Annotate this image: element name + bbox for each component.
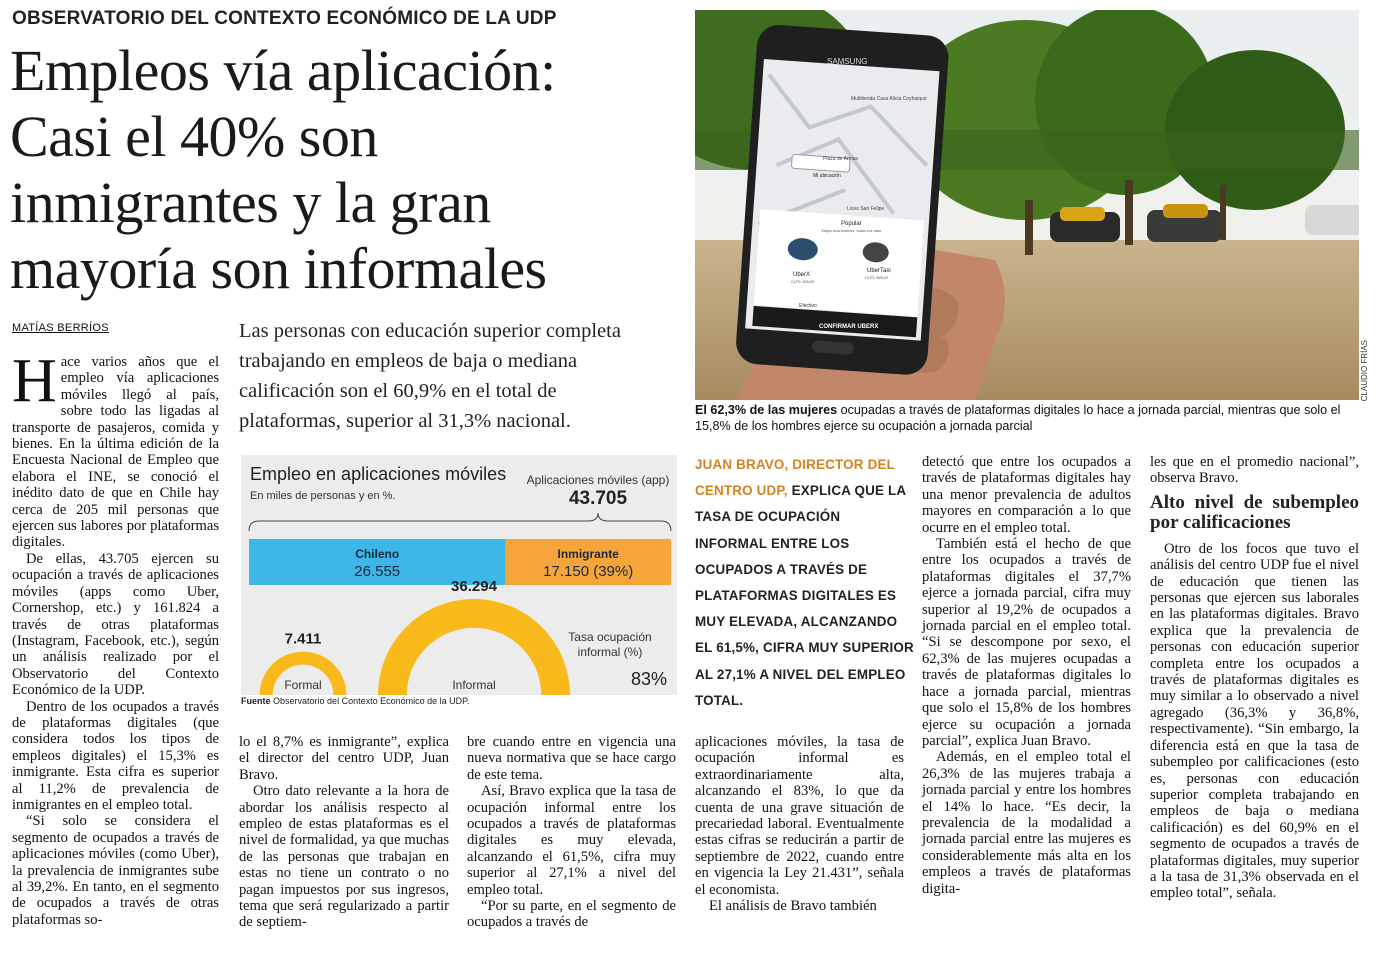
gauge-category-label: Formal bbox=[284, 678, 322, 692]
app-option-price: CLP1.365,00 bbox=[791, 279, 815, 284]
rate-label-line: informal (%) bbox=[577, 645, 643, 659]
lead-paragraph: Las personas con educación superior completa trabajando en empleos de baja o mediana calificación son el 60,9% en el total de plataformas, superior al 31,3% nacional. bbox=[239, 320, 621, 432]
chart-svg bbox=[241, 455, 677, 695]
article-column-3 bbox=[467, 734, 676, 931]
semi-gauges bbox=[260, 578, 570, 695]
article-column-5 bbox=[922, 454, 1131, 897]
photo-credit: CLAUDIO FRÍAS bbox=[1360, 340, 1369, 402]
map-label: Plaza de Armas bbox=[823, 156, 859, 162]
headline-line: mayoría son informales bbox=[10, 236, 547, 301]
paragraph: El análisis de Bravo también bbox=[709, 898, 877, 915]
gauge-value-label: 7.411 bbox=[284, 630, 322, 648]
article-column-4 bbox=[695, 734, 904, 914]
caption-text: ocupadas a través de plataformas digitales lo hace a jornada parcial, mientras que solo el 15,8% de los hombres ejerce su ocupación a jornada parcial bbox=[695, 403, 1341, 433]
chart-brace bbox=[249, 513, 671, 531]
paragraph: Otro dato relevante a la hora de abordar los análisis respecto al empleo de estas plataformas es el nivel de formalidad, ya que muchas de las personas que trabajan en estas no tiene un contrato o no pagan impuestos por sus ingresos, tema que será regularizado a partir de septiem- bbox=[239, 783, 449, 931]
pull-quote bbox=[695, 452, 915, 714]
chart-subtitle: En miles de personas y en %. bbox=[250, 490, 396, 502]
pull-quote-highlight: JUAN BRAVO, DIRECTOR DEL CENTRO UDP, bbox=[695, 457, 895, 499]
paragraph: Dentro de los ocupados a través de plataformas digitales (que considera todos los tipos de empleos digitales) el 15,3% es inmigrante. Esta cifra es superior al 11,2% de prevalencia de inmigrantes en el empleo total. bbox=[12, 698, 219, 813]
bar-value-label: 26.555 bbox=[354, 563, 401, 580]
gauge-value-label: 36.294 bbox=[451, 578, 497, 595]
article-column-2 bbox=[239, 734, 449, 931]
paragraph: aplicaciones móviles, la tasa de ocupación informal es extraordinariamente alta, alcanzando el 83%, lo que da cuenta de una grave situación de precariedad laboral. Eventualmente estas cifras se reducirán a partir de septiembre de 2022, cuando entre en vigencia la Ley 21.431”, señala el economista. bbox=[695, 734, 904, 898]
app-popular-sub: Viajes económicos, todos los días bbox=[821, 228, 882, 233]
app-option-name: UberX bbox=[793, 272, 811, 278]
chart-title: Empleo en aplicaciones móviles bbox=[250, 464, 507, 484]
rate-value: 83% bbox=[630, 669, 667, 689]
source-label: Fuente bbox=[241, 696, 271, 706]
paragraph: De ellas, 43.705 ejercen su ocupación a través de aplicaciones móviles (apps como Uber, Cornershop, etc.) y 161.824 a través de otras plataformas (Instagram, Facebook, etc.), según un análisis realizado por el Observatorio del Contexto Económico de la UDP. bbox=[12, 550, 219, 699]
bar-category-label: Inmigrante bbox=[557, 547, 619, 561]
bar-value-label: 17.150 (39%) bbox=[543, 563, 634, 580]
photo-illustration bbox=[695, 10, 1359, 400]
rate-label-line: Tasa ocupación bbox=[568, 630, 652, 644]
paragraph: También está el hecho de que entre los ocupados a través de plataformas digitales el 37,7% ejerce a jornada parcial, cifra muy superior al 19,2% de ocupados a jornada parcial en el empleo total. “Si se descompone por sexo, el 62,3% de las mujeres ocupadas a través de plataformas digitales lo hace a jornada parcial, mientras que solo el 15,8% de los hombres ejerce su ocupación a jornada parcial”, explica Juan Bravo. bbox=[922, 536, 1131, 749]
app-confirm-button: CONFIRMAR UBERX bbox=[819, 324, 879, 330]
article-column-1 bbox=[12, 347, 219, 928]
paragraph: Además, en el empleo total el 26,3% de las mujeres trabaja a jornada parcial y entre los hombres el 14% lo hace. “Es decir, la prevalencia de la modalidad a jornada parcial entre las mujeres es considerablemente más alta en los empleos a través de plataformas digita- bbox=[922, 749, 1131, 897]
phone-brand: SAMSUNG bbox=[827, 57, 868, 66]
headline-line: Casi el 40% son bbox=[10, 104, 378, 169]
paragraph: “Por su parte, en el segmento de ocupados a través de bbox=[467, 898, 676, 931]
chart-total-value: 43.705 bbox=[568, 488, 628, 509]
chart-source bbox=[241, 696, 469, 706]
bar-category-label: Chileno bbox=[355, 547, 400, 561]
headline bbox=[10, 38, 650, 302]
headline-line: Empleos vía aplicación: bbox=[10, 38, 556, 103]
headline-line: inmigrantes y la gran bbox=[10, 170, 491, 235]
map-label: Liceo San Felipe bbox=[847, 206, 885, 212]
subheading: Alto nivel de subempleo por calificaciones bbox=[1150, 491, 1359, 533]
article-column-6 bbox=[1150, 454, 1359, 902]
app-option-price: CLP1.365,00 bbox=[865, 275, 889, 280]
pull-quote-text: EXPLICA QUE LA TASA DE OCUPACIÓN INFORMAL ENTRE LOS OCUPADOS A TRAVÉS DE PLATAFORMAS DIGITALES ES MUY ELEVADA, ALCANZANDO EL 61,5%, CIFRA MUY SUPERIOR AL 27,1% A NIVEL DEL EMPLEO TOTAL. bbox=[695, 483, 914, 708]
paragraph bbox=[12, 347, 219, 551]
map-label: Multitienda Casa Alicia Coyhaique bbox=[851, 96, 927, 102]
chart-total-label: Aplicaciones móviles (app) bbox=[526, 473, 670, 487]
app-popular: Popular bbox=[841, 221, 862, 227]
drop-cap: H bbox=[12, 347, 57, 415]
map-label: Mi ubicación bbox=[813, 173, 841, 179]
caption-bold: El 62,3% de las mujeres bbox=[695, 403, 838, 417]
source-text: Observatorio del Contexto Económico de la UDP. bbox=[273, 696, 470, 706]
app-payment: Efectivo bbox=[799, 303, 817, 309]
byline: MATÍAS BERRÍOS bbox=[12, 322, 109, 334]
section-kicker: OBSERVATORIO DEL CONTEXTO ECONÓMICO DE LA UDP bbox=[12, 8, 557, 29]
photo-caption bbox=[695, 402, 1355, 434]
paragraph: detectó que entre los ocupados a través de plataformas digitales hay una menor prevalencia de adultos mayores en comparación a lo que ocurre en el empleo total. bbox=[922, 454, 1131, 536]
app-option-name: UberTaxi bbox=[867, 268, 891, 274]
article-photo bbox=[695, 10, 1359, 400]
paragraph: lo el 8,7% es inmigrante”, explica el director del centro UDP, Juan Bravo. bbox=[239, 734, 449, 783]
paragraph: “Si solo se considera el segmento de ocupados a través de aplicaciones móviles (como Uber), la prevalencia de inmigrantes sube al 39,2%. En tanto, en el segmento de ocupados a través de otras plataformas so- bbox=[12, 813, 219, 928]
paragraph: Otro de los focos que tuvo el análisis del centro UDP fue el nivel de educación que tienen las personas que ejercen sus laborales en las plataformas digitales. Bravo explica que la prevalencia de personas con educación superior completa entre los ocupados a través de plataformas digitales es muy similar a lo observado a nivel agregado (36,3% y 36,8%, respectivamente). “Sin embargo, la diferencia está en que la tasa de subempleo por calificaciones (esto es, personas con educación superior completa trabajando en empleos de baja o mediana calificación) es del 60,9% en el segmento de ocupados a través de plataformas digitales, muy superior a la tasa de 31,3% observada en el empleo total”, señala. bbox=[1150, 540, 1359, 902]
paragraph-text: ace varios años que el empleo vía aplicaciones móviles llegó al país, sobre todo las ligadas al transporte de pasajeros, comida y bienes. En la última edición de la Encuesta Nacional de Empleo que elabora el INE, se conoció el inédito dato de que en Chile hay cerca de 205 mil personas que ejercen sus labores por plataformas digitales. bbox=[12, 354, 219, 551]
paragraph: les que en el promedio nacional”, observa Bravo. bbox=[1150, 454, 1359, 487]
gauge-category-label: Informal bbox=[452, 678, 496, 692]
chart-box bbox=[241, 455, 677, 695]
paragraph: Así, Bravo explica que la tasa de ocupación informal entre los ocupados a través de plataformas digitales es muy elevada, alcanzando el 61,5%, cifra muy superior al 27,1% a nivel del empleo total. bbox=[467, 783, 676, 898]
paragraph: bre cuando entre en vigencia una nueva normativa que se hace cargo de este tema. bbox=[467, 734, 676, 783]
